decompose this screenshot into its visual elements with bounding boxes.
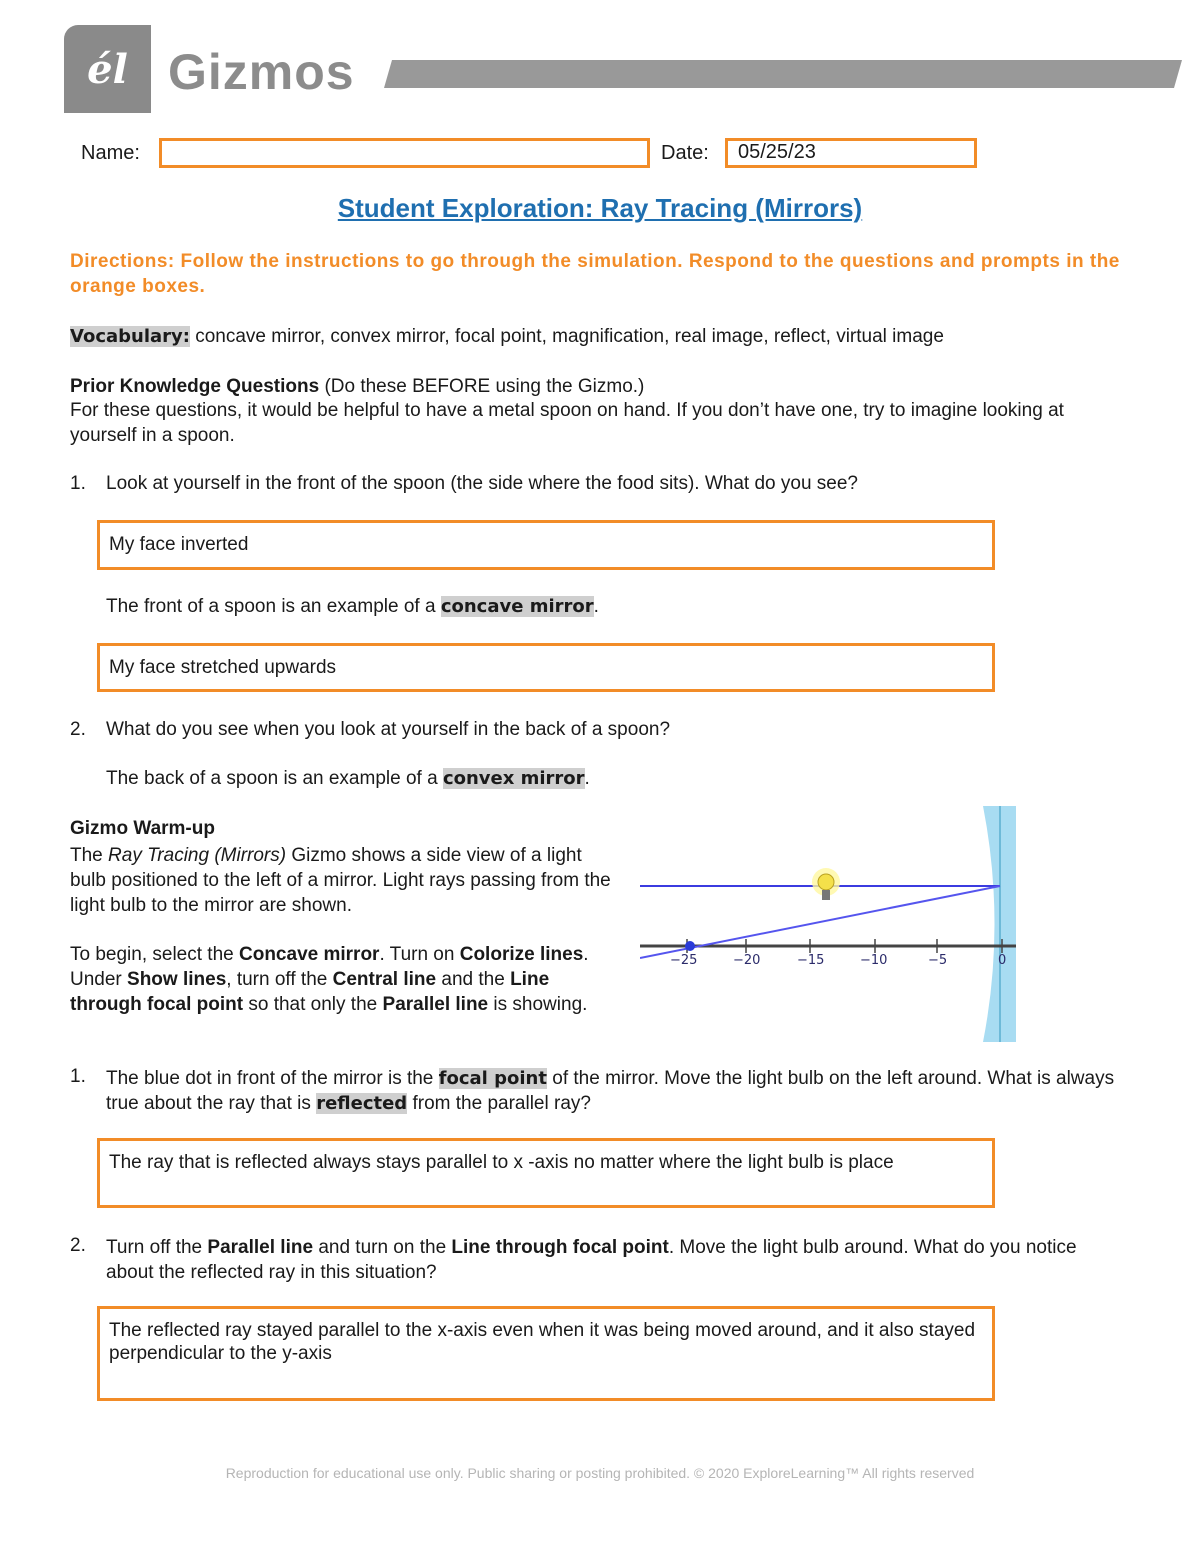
vocabulary-label: Vocabulary:: [70, 326, 190, 347]
warmup-p2-concave: Concave mirror: [239, 944, 380, 965]
prior-q1-note: [106, 596, 599, 618]
prior-q2-note-pre: The back of a spoon is an example of a: [106, 768, 438, 789]
ray-tracing-simulation-image: [640, 806, 1020, 1042]
warmup-p2-focal-line: Line through focal point: [70, 969, 550, 1015]
warmup-p2-i: and the: [441, 969, 505, 990]
warmup-p2-m: is showing.: [493, 994, 588, 1015]
warmup-paragraph-1: [70, 843, 618, 918]
prior-q2-note: [106, 768, 590, 790]
name-field[interactable]: [159, 138, 650, 168]
date-field[interactable]: [725, 138, 977, 168]
warmup-paragraph-2: [70, 942, 618, 1017]
warmup-q1-e: from the parallel ray?: [412, 1093, 591, 1114]
prior-q1b-answer: My face stretched upwards: [109, 657, 337, 678]
prior-q1-note-post: .: [593, 596, 599, 617]
reflected-term: reflected: [316, 1093, 408, 1114]
prior-q1-note-pre: The front of a spoon is an example of a: [106, 596, 436, 617]
warmup-p2-c: . Turn on: [379, 944, 455, 965]
directions-text: Directions: Follow the instructions to go through the simulation. Respond to the questions and prompts in the orange boxes.: [70, 251, 1120, 297]
prior-knowledge-heading-line: [70, 374, 1130, 399]
footer-copyright: Reproduction for educational use only. Public sharing or posting prohibited. © 2020 ExploreLearning™ All rights reserved: [225, 1465, 975, 1481]
warmup-p2-colorize: Colorize lines: [459, 944, 584, 965]
header-bar: [384, 60, 1182, 88]
vocabulary-line: [70, 324, 1130, 349]
vocabulary-terms: concave mirror, convex mirror, focal point, magnification, real image, reflect, virtual image: [195, 326, 944, 347]
warmup-q2-number: 2.: [70, 1235, 86, 1256]
warmup-q1-a: The blue dot in front of the mirror is the: [106, 1068, 434, 1089]
date-label: Date:: [661, 142, 709, 164]
prior-q1-answer-box[interactable]: [97, 520, 995, 570]
name-label: Name:: [81, 142, 140, 164]
brand-name: Gizmos: [168, 44, 355, 100]
convex-mirror-term: convex mirror: [442, 768, 585, 789]
warmup-q2-e: . Move the light bulb around. What do you notice about the reflected ray in this situation?: [106, 1237, 1077, 1283]
prior-knowledge-heading: Prior Knowledge Questions: [70, 376, 320, 397]
prior-q2-number: 2.: [70, 719, 86, 740]
warmup-p1-gizmo-name: Ray Tracing (Mirrors): [108, 845, 287, 866]
warmup-q1-text: [106, 1066, 1116, 1116]
warmup-p2-a: To begin, select the: [70, 944, 234, 965]
warmup-q1-number: 1.: [70, 1066, 86, 1087]
light-bulb-icon: [812, 868, 840, 900]
tick-label-minus-25: −25: [670, 953, 698, 968]
warmup-p1-post: Gizmo shows a side view of a light bulb positioned to the left of a mirror. Light rays passing from the light bulb to the mirror are shown.: [70, 845, 611, 916]
prior-q2-note-post: .: [584, 768, 590, 789]
warmup-p2-show-lines: Show lines: [127, 969, 227, 990]
tick-label-minus-5: −5: [928, 953, 948, 968]
prior-q1-answer: My face inverted: [109, 534, 249, 555]
date-value: 05/25/23: [738, 141, 816, 163]
tick-label-minus-10: −10: [860, 953, 888, 968]
warmup-q2-focal-line: Line through focal point: [451, 1237, 669, 1258]
warmup-q2-answer: The reflected ray stayed parallel to the x-axis even when it was being moved around, and it also stayed perpendicular to the y-axis: [109, 1320, 976, 1364]
warmup-q2-text: [106, 1235, 1116, 1285]
explorelearning-logo-icon: él: [87, 45, 128, 93]
warmup-q1-answer: The ray that is reflected always stays parallel to x -axis no matter where the light bulb is place: [109, 1152, 894, 1173]
warmup-p2-k: so that only the: [248, 994, 378, 1015]
warmup-q2-a: Turn off the: [106, 1237, 203, 1258]
prior-q1-text: Look at yourself in the front of the spoon (the side where the food sits). What do you see?: [106, 473, 858, 494]
warmup-p2-g: , turn off the: [226, 969, 328, 990]
warmup-p2-parallel: Parallel line: [382, 994, 489, 1015]
warmup-q1-answer-box[interactable]: [97, 1138, 995, 1208]
prior-knowledge-intro: For these questions, it would be helpful to have a metal spoon on hand. If you don’t have one, try to imagine looking at yourself in a spoon.: [70, 400, 1064, 446]
tick-label-minus-15: −15: [797, 953, 825, 968]
prior-q2-text: What do you see when you look at yourself in the back of a spoon?: [106, 719, 671, 740]
focal-point-term: focal point: [438, 1068, 547, 1089]
warmup-q2-answer-box[interactable]: [97, 1306, 995, 1401]
warmup-p2-central: Central line: [332, 969, 437, 990]
prior-q1-number: 1.: [70, 473, 86, 494]
warmup-p1-pre: The: [70, 845, 103, 866]
warmup-heading: Gizmo Warm-up: [70, 818, 215, 839]
warmup-q2-c: and turn on the: [318, 1237, 447, 1258]
warmup-q1-c: of the mirror. Move the light bulb on the left around. What is always true about the ray that is: [106, 1068, 1115, 1114]
tick-label-minus-20: −20: [733, 953, 761, 968]
tick-label-0: 0: [998, 953, 1007, 968]
warmup-p2-e: . Under: [70, 944, 589, 990]
focal-point-dot: [685, 941, 695, 951]
concave-mirror-term: concave mirror: [440, 596, 594, 617]
page-title: Student Exploration: Ray Tracing (Mirrors): [337, 193, 863, 223]
warmup-q2-parallel: Parallel line: [207, 1237, 314, 1258]
prior-knowledge-note: (Do these BEFORE using the Gizmo.): [324, 376, 645, 397]
prior-q1b-answer-box[interactable]: [97, 643, 995, 692]
